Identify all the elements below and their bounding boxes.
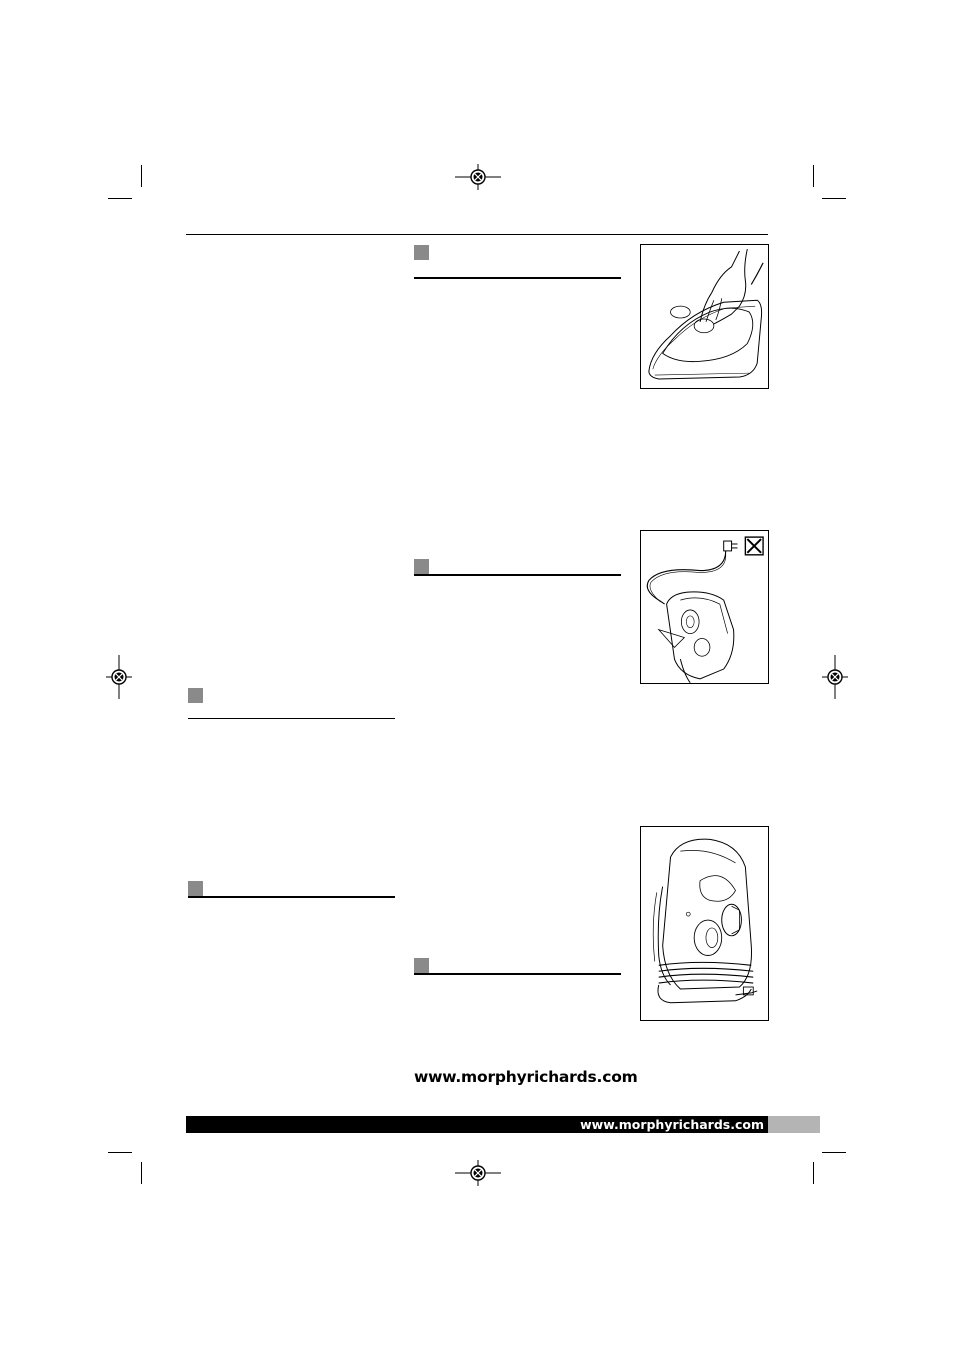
- registration-mark-top-icon: [455, 164, 501, 190]
- crop-mark-top-right-vertical: [813, 165, 814, 187]
- website-url-large[interactable]: www.morphyrichards.com: [414, 1068, 638, 1086]
- crop-mark-top-right-horizontal: [822, 198, 846, 199]
- crop-mark-bottom-right-horizontal: [822, 1152, 846, 1153]
- crop-mark-top-left-vertical: [141, 165, 142, 187]
- figure-iron-in-use: [640, 244, 769, 389]
- section-rule-mid-2: [414, 574, 621, 576]
- crop-mark-bottom-left-horizontal: [108, 1152, 132, 1153]
- section-rule-mid-1: [414, 277, 621, 279]
- section-marker-mid-1: [414, 245, 429, 260]
- registration-mark-bottom-icon: [455, 1160, 501, 1186]
- crop-mark-top-left-horizontal: [108, 198, 132, 199]
- figure-iron-cord-wrapped: [640, 826, 769, 1021]
- section-rule-left-2: [188, 896, 395, 898]
- section-marker-left-2: [188, 881, 203, 896]
- crop-mark-bottom-left-vertical: [141, 1162, 142, 1184]
- section-marker-mid-3: [414, 958, 429, 973]
- iron-in-use-icon: [641, 245, 768, 388]
- footer-website-url[interactable]: www.morphyrichards.com: [580, 1117, 764, 1132]
- header-rule: [186, 234, 768, 235]
- iron-cord-wrapped-icon: [641, 827, 768, 1020]
- registration-mark-left-icon: [106, 655, 132, 699]
- section-marker-left-1: [188, 688, 203, 703]
- section-marker-mid-2: [414, 559, 429, 574]
- section-rule-mid-3: [414, 973, 621, 975]
- crop-mark-bottom-right-vertical: [813, 1162, 814, 1184]
- footer-bar: [186, 1116, 768, 1133]
- figure-iron-unplugged: [640, 530, 769, 684]
- footer-page-tab: [768, 1116, 820, 1133]
- section-rule-left-1: [188, 718, 395, 719]
- registration-mark-right-icon: [822, 655, 848, 699]
- iron-unplugged-icon: [641, 531, 768, 683]
